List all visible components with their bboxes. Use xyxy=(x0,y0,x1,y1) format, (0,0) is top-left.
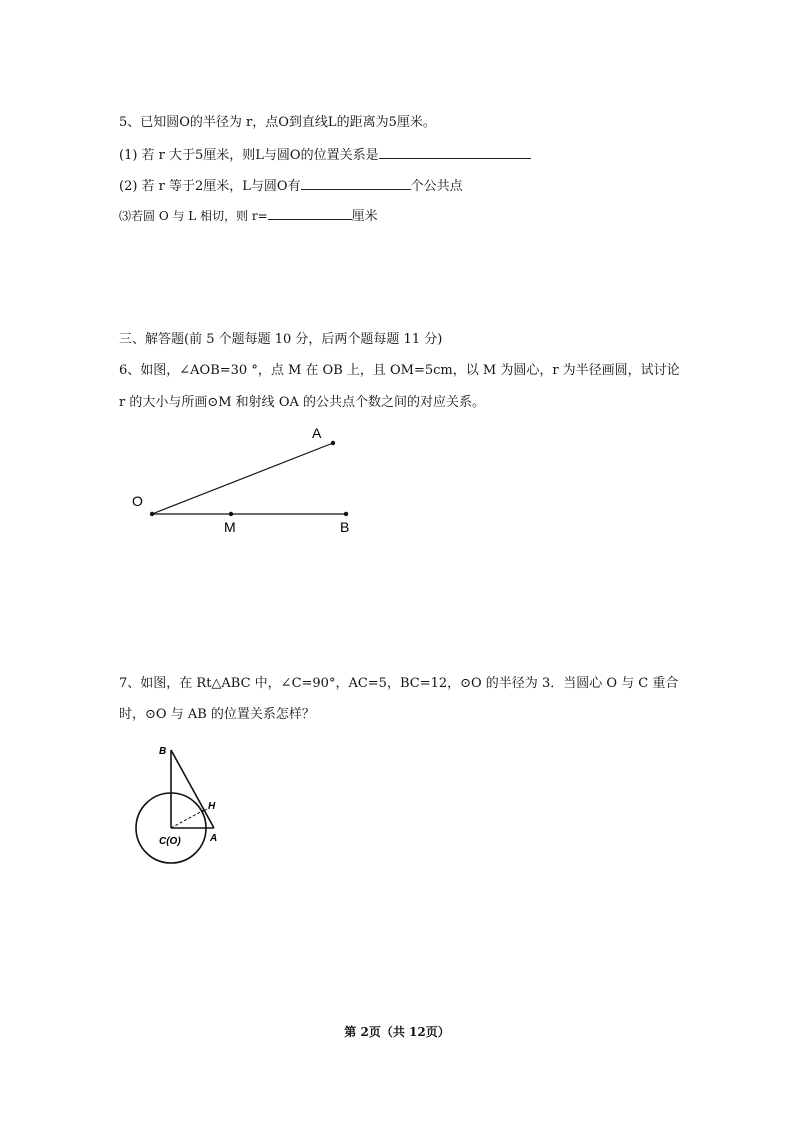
label-m: M xyxy=(224,519,236,535)
q5-part3 xyxy=(119,206,378,226)
section3-heading: 三、解答题(前 5 个题每题 10 分，后两个题每题 11 分) xyxy=(119,332,443,347)
q5-part3-text: ⑶若圆 O 与 L 相切，则 r= xyxy=(119,209,268,223)
label-b: B xyxy=(340,519,350,535)
label-h: H xyxy=(208,801,216,812)
q5-part2-suffix: 个公共点 xyxy=(410,179,463,194)
q5-part2 xyxy=(119,176,463,196)
q5-stem: 5、已知圆O的半径为 r，点O到直线L的距离为5厘米。 xyxy=(119,115,436,130)
ray-oa xyxy=(152,443,333,514)
q5-part1-answer-blank[interactable] xyxy=(379,145,531,159)
q6-stem-line2: r 的大小与所画⊙M 和射线 OA 的公共点个数之间的对应关系。 xyxy=(119,395,485,410)
q6-stem-line1: 6、如图，∠AOB=30 °，点 M 在 OB 上，且 OM=5cm，以 M 为圆心，r 为半径画圆，试讨论 xyxy=(119,363,680,378)
q5-part3-suffix: 厘米 xyxy=(351,209,378,224)
q5-part3-answer-blank[interactable] xyxy=(268,206,352,220)
label-b: B xyxy=(159,746,167,757)
side-ab xyxy=(171,750,214,828)
q5-part2-text: (2) 若 r 等于2厘米，L与圆O有 xyxy=(119,179,301,194)
q5-part2-answer-blank[interactable] xyxy=(301,176,411,190)
point-a xyxy=(331,441,335,445)
segment-ch xyxy=(171,810,204,828)
q7-stem-line1: 7、如图，在 Rt△ABC 中，∠C=90°，AC=5，BC=12，⊙O 的半径为 3．当圆心 O 与 C 重合 xyxy=(119,676,679,691)
q5-part1-text: (1) 若 r 大于5厘米，则L与圆O的位置关系是 xyxy=(119,148,379,163)
point-o xyxy=(150,512,154,516)
label-c: C(O) xyxy=(159,836,181,847)
point-m xyxy=(229,512,233,516)
q7-figure xyxy=(128,740,238,870)
label-o: O xyxy=(132,493,143,509)
label-a: A xyxy=(312,425,322,441)
q6-figure xyxy=(120,420,380,545)
q5-part1 xyxy=(119,145,531,165)
point-b xyxy=(344,512,348,516)
q7-stem-line2: 时，⊙O 与 AB 的位置关系怎样？ xyxy=(119,707,315,722)
page-number-footer: 第 2页（共 12页） xyxy=(344,1025,450,1039)
label-a: A xyxy=(210,833,218,844)
